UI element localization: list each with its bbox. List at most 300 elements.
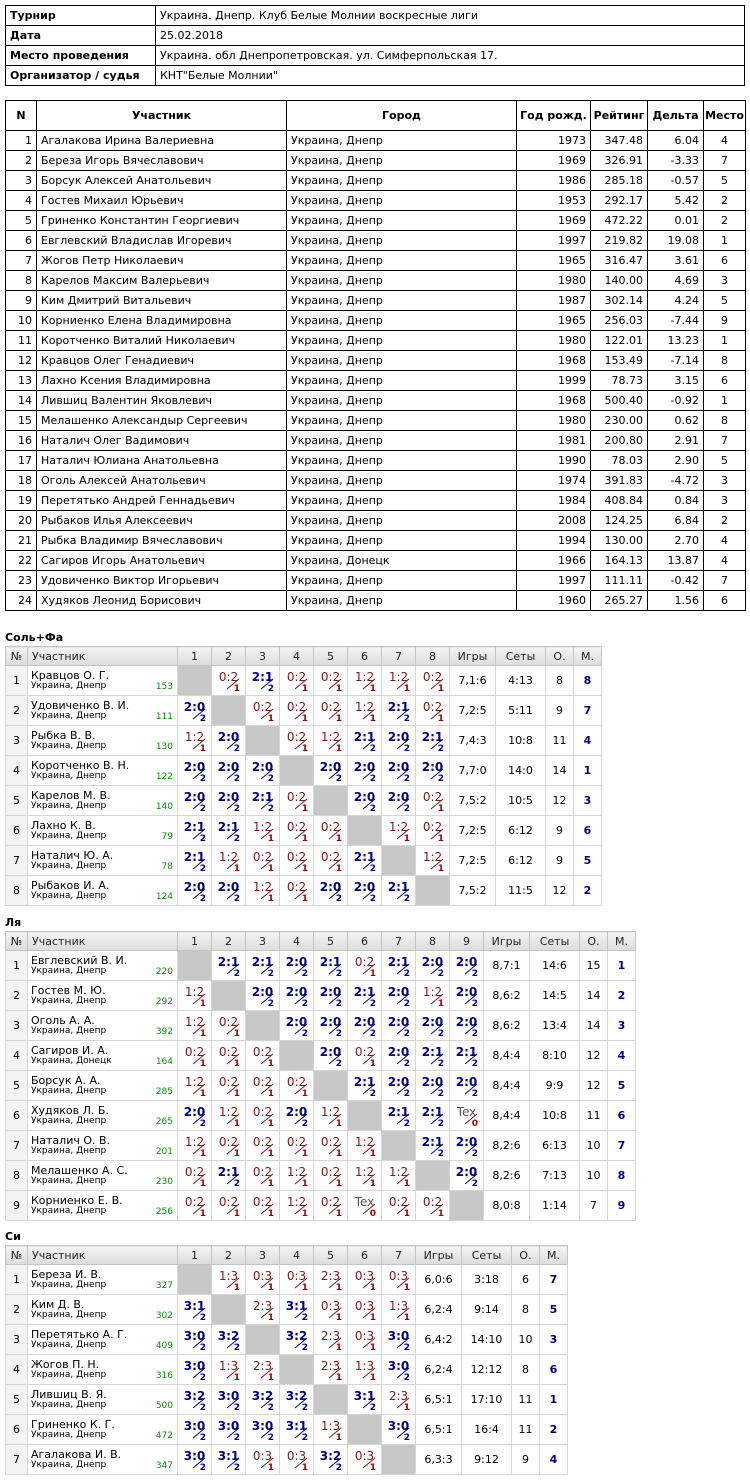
player-cell bbox=[28, 1355, 178, 1385]
header-opponent-num: 7 bbox=[382, 932, 416, 951]
match-score bbox=[314, 1265, 347, 1294]
player-cell bbox=[28, 1385, 178, 1415]
match-points: 1 bbox=[233, 1209, 240, 1219]
participant-cell: 7 bbox=[704, 431, 746, 451]
match-points: 1 bbox=[267, 1179, 274, 1189]
table-row bbox=[6, 331, 746, 351]
player-sets: 10:5 bbox=[496, 786, 546, 816]
self-match-cell bbox=[246, 1011, 280, 1041]
match-score bbox=[280, 1415, 313, 1444]
match-score-text: 2:1 bbox=[353, 985, 376, 999]
match-points: 1 bbox=[267, 1089, 274, 1099]
table-row bbox=[6, 981, 636, 1011]
player-number: 6 bbox=[6, 816, 28, 846]
player-place: 8 bbox=[574, 666, 602, 696]
self-match-cell bbox=[280, 756, 314, 786]
match-points: 2 bbox=[471, 1059, 478, 1069]
match-score-text: 2:1 bbox=[353, 850, 376, 864]
match-score-text: 2:0 bbox=[319, 760, 342, 774]
participant-cell: Украина, Днепр bbox=[287, 251, 517, 271]
player-place: 7 bbox=[608, 1131, 636, 1161]
match-score bbox=[246, 1295, 279, 1324]
match-points: 2 bbox=[233, 894, 240, 904]
match-result-cell bbox=[348, 1445, 382, 1475]
player-games: 6,0:6 bbox=[416, 1265, 462, 1295]
match-result-cell bbox=[450, 981, 484, 1011]
player-number: 1 bbox=[6, 951, 28, 981]
match-result-cell bbox=[348, 1295, 382, 1325]
match-points: 2 bbox=[403, 999, 410, 1009]
match-points: 2 bbox=[369, 999, 376, 1009]
info-row bbox=[6, 66, 745, 86]
match-score bbox=[314, 1355, 347, 1384]
header-participant: Участник bbox=[28, 1246, 178, 1265]
player-name: Перетятько А. Г. bbox=[31, 1327, 128, 1341]
match-result-cell bbox=[178, 1011, 212, 1041]
participant-cell: 1986 bbox=[517, 171, 591, 191]
match-score bbox=[382, 1101, 415, 1130]
participant-cell: 2.90 bbox=[648, 451, 704, 471]
player-rating: 392 bbox=[155, 1027, 173, 1037]
player-rating: 302 bbox=[155, 1311, 173, 1321]
participant-cell: Лившиц Валентин Яковлевич bbox=[37, 391, 287, 411]
match-result-cell bbox=[280, 951, 314, 981]
match-points: 1 bbox=[335, 1119, 342, 1129]
match-score-text: 0:2 bbox=[286, 820, 307, 834]
player-points: 11 bbox=[512, 1415, 540, 1445]
player-points: 8 bbox=[546, 666, 574, 696]
player-name: Корниенко Е. В. bbox=[31, 1193, 123, 1207]
match-result-cell bbox=[212, 1131, 246, 1161]
match-score-text: 2:1 bbox=[421, 1105, 444, 1119]
participant-cell: 0.84 bbox=[648, 491, 704, 511]
match-result-cell bbox=[382, 1101, 416, 1131]
player-number: 9 bbox=[6, 1191, 28, 1221]
match-result-cell bbox=[416, 981, 450, 1011]
player-place: 7 bbox=[540, 1265, 568, 1295]
participant-cell: Удовиченко Виктор Игорьевич bbox=[37, 571, 287, 591]
player-city: Украина, Днепр bbox=[31, 1369, 107, 1380]
self-match-cell bbox=[416, 876, 450, 906]
participant-cell: 256.03 bbox=[591, 311, 648, 331]
match-result-cell bbox=[246, 1295, 280, 1325]
participant-cell: 16 bbox=[6, 431, 37, 451]
match-result-cell bbox=[416, 1011, 450, 1041]
match-score-text: 2:1 bbox=[387, 700, 410, 714]
match-points: 1 bbox=[335, 1373, 342, 1383]
match-points: 1 bbox=[233, 864, 240, 874]
player-sets: 9:9 bbox=[530, 1071, 580, 1101]
player-place: 9 bbox=[608, 1191, 636, 1221]
player-points: 14 bbox=[580, 1011, 608, 1041]
match-result-cell bbox=[382, 1415, 416, 1445]
player-rating: 140 bbox=[155, 802, 173, 812]
player-name: Удовиченко В. И. bbox=[31, 698, 130, 712]
match-score bbox=[416, 816, 449, 845]
match-points: 2 bbox=[403, 894, 410, 904]
match-score bbox=[348, 726, 381, 755]
match-score bbox=[280, 1011, 313, 1040]
player-name: Коротченко В. Н. bbox=[31, 758, 130, 772]
match-points: 2 bbox=[199, 1313, 206, 1323]
match-points: 1 bbox=[335, 684, 342, 694]
player-games: 7,5:2 bbox=[450, 876, 496, 906]
match-score bbox=[348, 1265, 381, 1294]
player-points: 8 bbox=[512, 1355, 540, 1385]
match-result-cell bbox=[212, 1101, 246, 1131]
participant-cell: 6.84 bbox=[648, 511, 704, 531]
match-score-text: 2:0 bbox=[353, 760, 376, 774]
player-name: Береза И. В. bbox=[31, 1267, 102, 1281]
participant-cell: 7 bbox=[704, 571, 746, 591]
match-result-cell bbox=[314, 1445, 348, 1475]
match-result-cell bbox=[314, 696, 348, 726]
participant-cell: 1980 bbox=[517, 331, 591, 351]
match-result-cell bbox=[212, 1385, 246, 1415]
match-points: 2 bbox=[369, 1029, 376, 1039]
player-number: 3 bbox=[6, 1325, 28, 1355]
match-points: 2 bbox=[233, 774, 240, 784]
match-score bbox=[246, 951, 279, 980]
participant-cell: 292.17 bbox=[591, 191, 648, 211]
match-result-cell bbox=[212, 1445, 246, 1475]
participant-cell: 1990 bbox=[517, 451, 591, 471]
match-score bbox=[382, 696, 415, 725]
match-score bbox=[382, 1191, 415, 1220]
table-row bbox=[6, 371, 746, 391]
match-score-text: 1:2 bbox=[320, 730, 341, 744]
match-score-text: 1:2 bbox=[354, 670, 375, 684]
match-score-text: 2:1 bbox=[421, 1135, 444, 1149]
match-points: 1 bbox=[369, 969, 376, 979]
match-points: 2 bbox=[233, 1179, 240, 1189]
match-score-text: 1:2 bbox=[184, 1075, 205, 1089]
match-result-cell bbox=[314, 876, 348, 906]
info-value: Украина. Днепр. Клуб Белые Молнии воскресные лиги bbox=[156, 6, 745, 26]
participant-cell: 11 bbox=[6, 331, 37, 351]
participant-cell: 1973 bbox=[517, 131, 591, 151]
match-result-cell bbox=[280, 981, 314, 1011]
match-result-cell bbox=[450, 1161, 484, 1191]
match-result-cell bbox=[178, 876, 212, 906]
player-games: 6,5:1 bbox=[416, 1415, 462, 1445]
match-score bbox=[178, 1295, 211, 1324]
self-match-cell bbox=[178, 1265, 212, 1295]
player-number: 4 bbox=[6, 1041, 28, 1071]
player-points: 10 bbox=[580, 1131, 608, 1161]
match-result-cell bbox=[246, 756, 280, 786]
self-match-cell bbox=[314, 1385, 348, 1415]
match-points: 1 bbox=[335, 1149, 342, 1159]
match-score-text: 1:2 bbox=[286, 1195, 307, 1209]
match-points: 1 bbox=[233, 1283, 240, 1293]
match-points: 1 bbox=[267, 1313, 274, 1323]
match-score bbox=[348, 1011, 381, 1040]
match-score bbox=[416, 756, 449, 785]
header-participant: Участник bbox=[28, 932, 178, 951]
match-result-cell bbox=[212, 1011, 246, 1041]
table-row bbox=[6, 591, 746, 611]
match-points: 2 bbox=[301, 1403, 308, 1413]
match-score bbox=[246, 1041, 279, 1070]
participant-cell: 1968 bbox=[517, 391, 591, 411]
match-points: 2 bbox=[437, 969, 444, 979]
match-score-text: 0:2 bbox=[320, 1135, 341, 1149]
match-score bbox=[314, 1445, 347, 1474]
player-cell bbox=[28, 1265, 178, 1295]
player-cell bbox=[28, 876, 178, 906]
match-result-cell bbox=[416, 1071, 450, 1101]
player-games: 6,5:1 bbox=[416, 1385, 462, 1415]
player-sets: 9:14 bbox=[462, 1295, 512, 1325]
match-score bbox=[348, 1071, 381, 1100]
match-points: 2 bbox=[267, 969, 274, 979]
participant-cell: 1999 bbox=[517, 371, 591, 391]
match-points: 2 bbox=[233, 1433, 240, 1443]
match-result-cell bbox=[348, 1071, 382, 1101]
match-score bbox=[348, 1445, 381, 1474]
self-match-cell bbox=[348, 816, 382, 846]
match-points: 2 bbox=[403, 1059, 410, 1069]
match-result-cell bbox=[314, 816, 348, 846]
match-points: 1 bbox=[335, 1283, 342, 1293]
participant-cell: Украина, Днепр bbox=[287, 171, 517, 191]
match-points: 2 bbox=[471, 1149, 478, 1159]
match-score bbox=[382, 1011, 415, 1040]
player-city: Украина, Днепр bbox=[31, 1339, 107, 1350]
match-score-text: 0:2 bbox=[320, 1195, 341, 1209]
match-score-text: 3:0 bbox=[183, 1329, 206, 1343]
match-score bbox=[416, 1131, 449, 1160]
header-sets: Сеты bbox=[496, 647, 546, 666]
match-result-cell bbox=[382, 876, 416, 906]
participant-cell: Агалакова Ирина Валериевна bbox=[37, 131, 287, 151]
participant-cell: Евглевский Владислав Игоревич bbox=[37, 231, 287, 251]
match-score-text: Tex bbox=[354, 1195, 375, 1209]
match-score-text: 2:0 bbox=[319, 1045, 342, 1059]
match-score-text: 2:0 bbox=[217, 880, 240, 894]
player-name: Гриненко К. Г. bbox=[31, 1417, 115, 1431]
participant-cell: 4 bbox=[704, 131, 746, 151]
group-header-row bbox=[6, 1246, 568, 1265]
participant-cell: 6 bbox=[704, 371, 746, 391]
match-score bbox=[280, 981, 313, 1010]
player-city: Украина, Днепр bbox=[31, 1085, 107, 1096]
self-match-cell bbox=[382, 1131, 416, 1161]
match-result-cell bbox=[416, 1191, 450, 1221]
match-result-cell bbox=[212, 846, 246, 876]
match-result-cell bbox=[246, 1071, 280, 1101]
match-points: 2 bbox=[233, 744, 240, 754]
match-points: 2 bbox=[301, 999, 308, 1009]
match-points: 2 bbox=[199, 804, 206, 814]
match-score-text: 2:1 bbox=[387, 1105, 410, 1119]
match-score bbox=[178, 1415, 211, 1444]
header-opponent-num: 7 bbox=[382, 647, 416, 666]
match-points: 2 bbox=[335, 1029, 342, 1039]
match-score-text: 0:2 bbox=[286, 1075, 307, 1089]
match-result-cell bbox=[348, 1385, 382, 1415]
info-label: Турнир bbox=[6, 6, 156, 26]
info-value: КНТ"Белые Молнии" bbox=[156, 66, 745, 86]
player-city: Украина, Днепр bbox=[31, 1399, 107, 1410]
player-city: Украина, Днепр bbox=[31, 680, 107, 691]
table-row bbox=[6, 1295, 568, 1325]
match-points: 1 bbox=[233, 1149, 240, 1159]
match-score-text: 0:2 bbox=[320, 1165, 341, 1179]
participant-cell: 111.11 bbox=[591, 571, 648, 591]
match-result-cell bbox=[382, 981, 416, 1011]
match-score bbox=[416, 1191, 449, 1220]
match-points: 1 bbox=[403, 1283, 410, 1293]
match-score-text: 3:1 bbox=[217, 1449, 240, 1463]
table-row bbox=[6, 251, 746, 271]
participant-cell: 285.18 bbox=[591, 171, 648, 191]
match-result-cell bbox=[178, 726, 212, 756]
participant-cell: 122.01 bbox=[591, 331, 648, 351]
match-score-text: 2:0 bbox=[387, 1045, 410, 1059]
match-score-text: 0:3 bbox=[354, 1449, 375, 1463]
match-points: 1 bbox=[301, 1089, 308, 1099]
table-row bbox=[6, 876, 602, 906]
match-points: 2 bbox=[199, 864, 206, 874]
self-match-cell bbox=[212, 696, 246, 726]
match-result-cell bbox=[416, 951, 450, 981]
match-points: 2 bbox=[403, 969, 410, 979]
match-score bbox=[280, 1071, 313, 1100]
player-games: 7,2:5 bbox=[450, 816, 496, 846]
match-score-text: 1:2 bbox=[354, 700, 375, 714]
table-row bbox=[6, 291, 746, 311]
match-points: 2 bbox=[233, 834, 240, 844]
match-score bbox=[280, 1445, 313, 1474]
participant-cell: Гриненко Константин Георгиевич bbox=[37, 211, 287, 231]
match-points: 1 bbox=[267, 864, 274, 874]
player-city: Украина, Днепр bbox=[31, 1175, 107, 1186]
match-score-text: 2:1 bbox=[217, 1165, 240, 1179]
match-score bbox=[178, 1041, 211, 1070]
player-city: Украина, Днепр bbox=[31, 830, 107, 841]
match-score bbox=[382, 876, 415, 905]
info-row bbox=[6, 6, 745, 26]
player-rating: 265 bbox=[155, 1117, 173, 1127]
match-points: 2 bbox=[471, 1029, 478, 1039]
match-points: 2 bbox=[267, 774, 274, 784]
header-opponent-num: 8 bbox=[416, 647, 450, 666]
match-result-cell bbox=[314, 1161, 348, 1191]
header-opponent-num: 3 bbox=[246, 647, 280, 666]
match-score bbox=[246, 846, 279, 875]
player-sets: 16:4 bbox=[462, 1415, 512, 1445]
table-row bbox=[6, 351, 746, 371]
match-points: 2 bbox=[369, 804, 376, 814]
match-points: 1 bbox=[199, 1089, 206, 1099]
match-points: 2 bbox=[471, 1179, 478, 1189]
match-score-text: 1:3 bbox=[388, 1299, 409, 1313]
match-result-cell bbox=[212, 1325, 246, 1355]
match-points: 1 bbox=[301, 714, 308, 724]
participant-cell: 6 bbox=[704, 251, 746, 271]
match-score-text: 0:2 bbox=[184, 1045, 205, 1059]
header-opponent-num: 1 bbox=[178, 932, 212, 951]
match-result-cell bbox=[382, 726, 416, 756]
info-row bbox=[6, 26, 745, 46]
match-result-cell bbox=[348, 1131, 382, 1161]
participant-cell: 12 bbox=[6, 351, 37, 371]
match-result-cell bbox=[416, 846, 450, 876]
match-score-text: 0:2 bbox=[218, 1015, 239, 1029]
self-match-cell bbox=[450, 1191, 484, 1221]
player-cell bbox=[28, 1041, 178, 1071]
participant-cell: 19.08 bbox=[648, 231, 704, 251]
table-row bbox=[6, 1191, 636, 1221]
match-score-text: 0:2 bbox=[286, 790, 307, 804]
match-points: 1 bbox=[335, 1209, 342, 1219]
match-points: 2 bbox=[403, 774, 410, 784]
match-points: 1 bbox=[301, 1149, 308, 1159]
match-score-text: 0:3 bbox=[354, 1269, 375, 1283]
player-sets: 10:8 bbox=[530, 1101, 580, 1131]
match-result-cell bbox=[382, 756, 416, 786]
match-points: 1 bbox=[301, 1179, 308, 1189]
match-score-text: 3:2 bbox=[217, 1329, 240, 1343]
group-header-row bbox=[6, 647, 602, 666]
participant-cell: 1997 bbox=[517, 231, 591, 251]
self-match-cell bbox=[348, 1415, 382, 1445]
participant-cell: Кравцов Олег Генадиевич bbox=[37, 351, 287, 371]
match-result-cell bbox=[178, 1131, 212, 1161]
match-score bbox=[280, 1325, 313, 1354]
match-result-cell bbox=[280, 1071, 314, 1101]
match-points: 1 bbox=[301, 1463, 308, 1473]
match-score-text: 0:3 bbox=[320, 1299, 341, 1313]
match-score-text: 3:2 bbox=[319, 1449, 342, 1463]
participant-cell: Ким Дмитрий Витальевич bbox=[37, 291, 287, 311]
match-points: 2 bbox=[335, 774, 342, 784]
participant-cell: 15 bbox=[6, 411, 37, 431]
participant-cell: 23 bbox=[6, 571, 37, 591]
match-score-text: 3:1 bbox=[285, 1299, 308, 1313]
participant-cell: Жогов Петр Николаевич bbox=[37, 251, 287, 271]
match-score-text: 0:2 bbox=[252, 700, 273, 714]
match-score-text: 2:1 bbox=[251, 955, 274, 969]
match-points: 2 bbox=[199, 1403, 206, 1413]
match-score-text: 2:1 bbox=[421, 1045, 444, 1059]
player-rating: 500 bbox=[155, 1401, 173, 1411]
match-result-cell bbox=[178, 816, 212, 846]
player-number: 6 bbox=[6, 1415, 28, 1445]
match-result-cell bbox=[314, 1101, 348, 1131]
match-result-cell bbox=[246, 1415, 280, 1445]
match-score-text: 0:2 bbox=[422, 670, 443, 684]
match-score-text: 2:1 bbox=[319, 955, 342, 969]
match-points: 1 bbox=[369, 1059, 376, 1069]
match-score bbox=[348, 696, 381, 725]
match-result-cell bbox=[348, 1355, 382, 1385]
match-score-text: 0:2 bbox=[252, 1075, 273, 1089]
match-score bbox=[246, 1131, 279, 1160]
participant-cell: 9 bbox=[6, 291, 37, 311]
player-place: 6 bbox=[574, 816, 602, 846]
participant-cell: 10 bbox=[6, 311, 37, 331]
match-result-cell bbox=[212, 1415, 246, 1445]
table-row bbox=[6, 211, 746, 231]
participant-cell: 4 bbox=[704, 531, 746, 551]
participant-cell: 18 bbox=[6, 471, 37, 491]
match-score bbox=[246, 786, 279, 815]
match-score bbox=[212, 666, 245, 695]
participant-cell: Гостев Михаил Юрьевич bbox=[37, 191, 287, 211]
